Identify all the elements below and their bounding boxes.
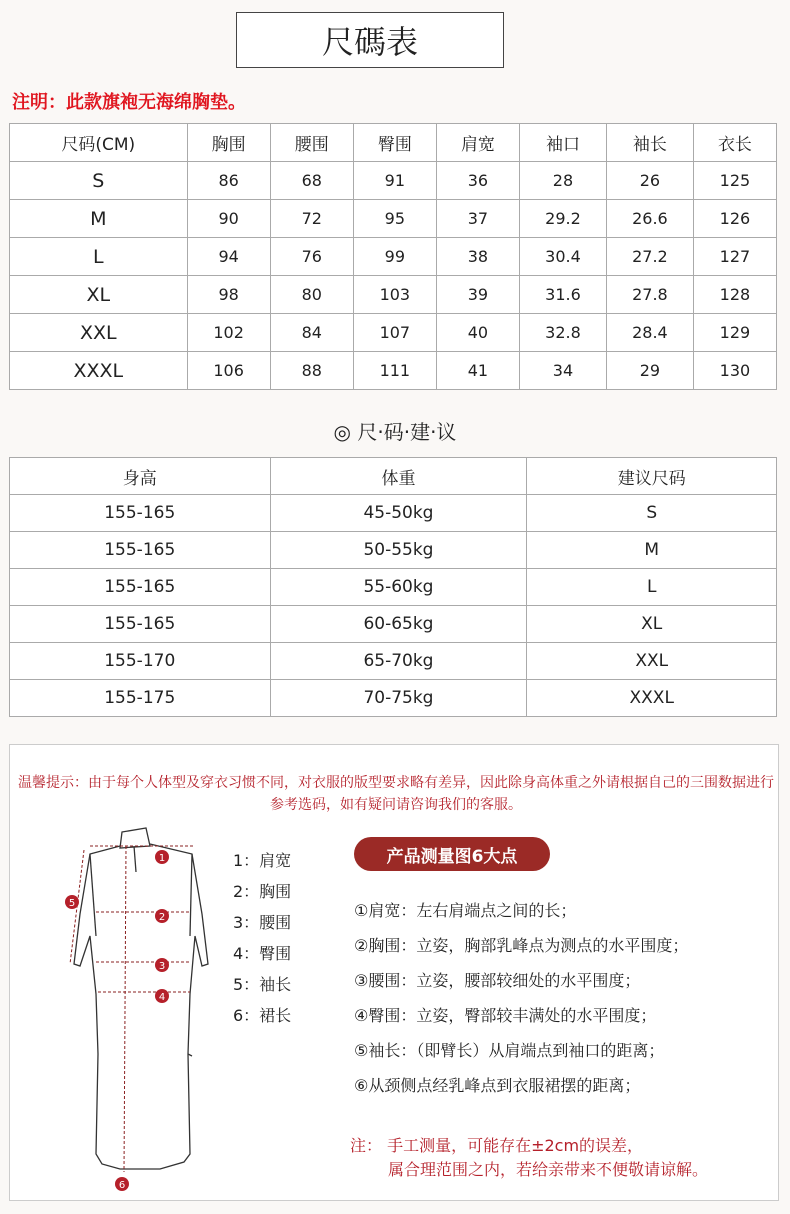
table-cell: 50-55kg bbox=[270, 532, 527, 569]
table-cell: 155-175 bbox=[10, 680, 271, 717]
header-cell: 体重 bbox=[270, 458, 527, 495]
table-row bbox=[10, 532, 777, 569]
description-item: ⑥从颈侧点经乳峰点到衣服裙摆的距离； bbox=[354, 1076, 641, 1095]
legend-item: 4：臀围 bbox=[233, 944, 292, 963]
fit-tip: 温馨提示：由于每个人体型及穿衣习惯不同，对衣服的版型要求略有差异，因此除身高体重之外请根据自己的三围数据进行参考选码，如有疑问请咨询我们的客服。 bbox=[18, 775, 774, 813]
table-cell: 27.8 bbox=[606, 276, 693, 314]
table-cell: 31.6 bbox=[519, 276, 606, 314]
table-cell: 29 bbox=[606, 352, 693, 390]
recommend-table bbox=[9, 457, 777, 717]
marker-label: 5 bbox=[68, 898, 76, 909]
table-cell: 26 bbox=[606, 162, 693, 200]
footnote-line: 属合理范围之内，若给亲带来不便敬请谅解。 bbox=[388, 1160, 709, 1179]
table-cell: 29.2 bbox=[519, 200, 606, 238]
recommend-title: ◎ 尺·码·建·议 bbox=[333, 420, 457, 444]
table-row bbox=[10, 200, 777, 238]
legend-item: 1：肩宽 bbox=[233, 851, 292, 870]
measurement-legend bbox=[233, 848, 291, 1034]
measurement-banner: 产品测量图6大点 bbox=[354, 837, 550, 871]
table-cell: 103 bbox=[353, 276, 436, 314]
table-cell: 27.2 bbox=[606, 238, 693, 276]
size-cell: XXL bbox=[10, 314, 188, 352]
table-cell: 34 bbox=[519, 352, 606, 390]
table-cell: 40 bbox=[436, 314, 519, 352]
table-cell: 111 bbox=[353, 352, 436, 390]
table-cell: 36 bbox=[436, 162, 519, 200]
table-cell: 107 bbox=[353, 314, 436, 352]
table-cell: XXXL bbox=[527, 680, 777, 717]
table-cell: 65-70kg bbox=[270, 643, 527, 680]
marker-label: 1 bbox=[158, 853, 166, 864]
size-table bbox=[9, 123, 777, 390]
table-row bbox=[10, 162, 777, 200]
header-cell: 臀围 bbox=[353, 124, 436, 162]
page-title: 尺碼表 bbox=[236, 12, 504, 68]
table-row bbox=[10, 314, 777, 352]
header-cell: 袖长 bbox=[606, 124, 693, 162]
table-cell: S bbox=[527, 495, 777, 532]
table-cell: 155-165 bbox=[10, 532, 271, 569]
table-cell: 30.4 bbox=[519, 238, 606, 276]
description-item: ②胸围：立姿，胸部乳峰点为测点的水平围度； bbox=[354, 936, 689, 955]
table-cell: XXL bbox=[527, 643, 777, 680]
footnote-line: 注： 手工测量，可能存在±2cm的误差， bbox=[350, 1136, 644, 1155]
table-cell: 28 bbox=[519, 162, 606, 200]
table-cell: 76 bbox=[270, 238, 353, 276]
header-cell: 身高 bbox=[10, 458, 271, 495]
header-cell: 胸围 bbox=[187, 124, 270, 162]
table-cell: 90 bbox=[187, 200, 270, 238]
measurement-descriptions bbox=[354, 898, 688, 1108]
legend-item: 3：腰围 bbox=[233, 913, 292, 932]
table-row bbox=[10, 276, 777, 314]
table-row bbox=[10, 352, 777, 390]
header-cell: 建议尺码 bbox=[527, 458, 777, 495]
table-row bbox=[10, 495, 777, 532]
table-cell: 155-165 bbox=[10, 569, 271, 606]
measurement-footnote bbox=[350, 1134, 708, 1182]
table-cell: 45-50kg bbox=[270, 495, 527, 532]
legend-item: 5：袖长 bbox=[233, 975, 292, 994]
table-cell: 155-170 bbox=[10, 643, 271, 680]
size-cell: S bbox=[10, 162, 188, 200]
table-cell: XL bbox=[527, 606, 777, 643]
table-cell: L bbox=[527, 569, 777, 606]
table-cell: 32.8 bbox=[519, 314, 606, 352]
table-row bbox=[10, 569, 777, 606]
qipao-diagram bbox=[50, 824, 220, 1194]
table-cell: 88 bbox=[270, 352, 353, 390]
table-cell: 68 bbox=[270, 162, 353, 200]
table-cell: 55-60kg bbox=[270, 569, 527, 606]
table-cell: 28.4 bbox=[606, 314, 693, 352]
table-cell: 99 bbox=[353, 238, 436, 276]
table-cell: 26.6 bbox=[606, 200, 693, 238]
size-cell: XXXL bbox=[10, 352, 188, 390]
table-cell: 95 bbox=[353, 200, 436, 238]
table-cell: 94 bbox=[187, 238, 270, 276]
table-cell: 98 bbox=[187, 276, 270, 314]
table-cell: 155-165 bbox=[10, 606, 271, 643]
sponge-pad-note: 注明：此款旗袍无海绵胸垫。 bbox=[12, 92, 246, 113]
table-cell: 129 bbox=[693, 314, 776, 352]
size-table-header bbox=[10, 124, 777, 162]
table-cell: 70-75kg bbox=[270, 680, 527, 717]
header-cell: 袖口 bbox=[519, 124, 606, 162]
marker-label: 6 bbox=[118, 1180, 126, 1191]
size-cell: XL bbox=[10, 276, 188, 314]
table-cell: 102 bbox=[187, 314, 270, 352]
table-cell: 60-65kg bbox=[270, 606, 527, 643]
marker-label: 3 bbox=[158, 961, 166, 972]
table-row bbox=[10, 238, 777, 276]
table-cell: M bbox=[527, 532, 777, 569]
table-row bbox=[10, 680, 777, 717]
table-cell: 39 bbox=[436, 276, 519, 314]
table-cell: 86 bbox=[187, 162, 270, 200]
table-cell: 80 bbox=[270, 276, 353, 314]
table-row bbox=[10, 643, 777, 680]
table-cell: 127 bbox=[693, 238, 776, 276]
table-cell: 91 bbox=[353, 162, 436, 200]
recommend-table-header bbox=[10, 458, 777, 495]
description-item: ⑤袖长：（即臂长）从肩端点到袖口的距离； bbox=[354, 1041, 665, 1060]
marker-label: 4 bbox=[158, 992, 166, 1003]
header-cell: 衣长 bbox=[693, 124, 776, 162]
size-cell: M bbox=[10, 200, 188, 238]
table-cell: 38 bbox=[436, 238, 519, 276]
header-cell: 尺码(CM) bbox=[10, 124, 188, 162]
description-item: ③腰围：立姿，腰部较细处的水平围度； bbox=[354, 971, 641, 990]
table-cell: 41 bbox=[436, 352, 519, 390]
legend-item: 2：胸围 bbox=[233, 882, 292, 901]
table-cell: 84 bbox=[270, 314, 353, 352]
description-item: ④臀围：立姿，臀部较丰满处的水平围度； bbox=[354, 1006, 657, 1025]
size-cell: L bbox=[10, 238, 188, 276]
table-cell: 155-165 bbox=[10, 495, 271, 532]
marker-label: 2 bbox=[158, 912, 166, 923]
description-item: ①肩宽：左右肩端点之间的长； bbox=[354, 901, 577, 920]
table-cell: 130 bbox=[693, 352, 776, 390]
table-cell: 126 bbox=[693, 200, 776, 238]
header-cell: 腰围 bbox=[270, 124, 353, 162]
table-row bbox=[10, 606, 777, 643]
table-cell: 72 bbox=[270, 200, 353, 238]
legend-item: 6：裙长 bbox=[233, 1006, 292, 1025]
table-cell: 37 bbox=[436, 200, 519, 238]
header-cell: 肩宽 bbox=[436, 124, 519, 162]
table-cell: 128 bbox=[693, 276, 776, 314]
table-cell: 106 bbox=[187, 352, 270, 390]
table-cell: 125 bbox=[693, 162, 776, 200]
